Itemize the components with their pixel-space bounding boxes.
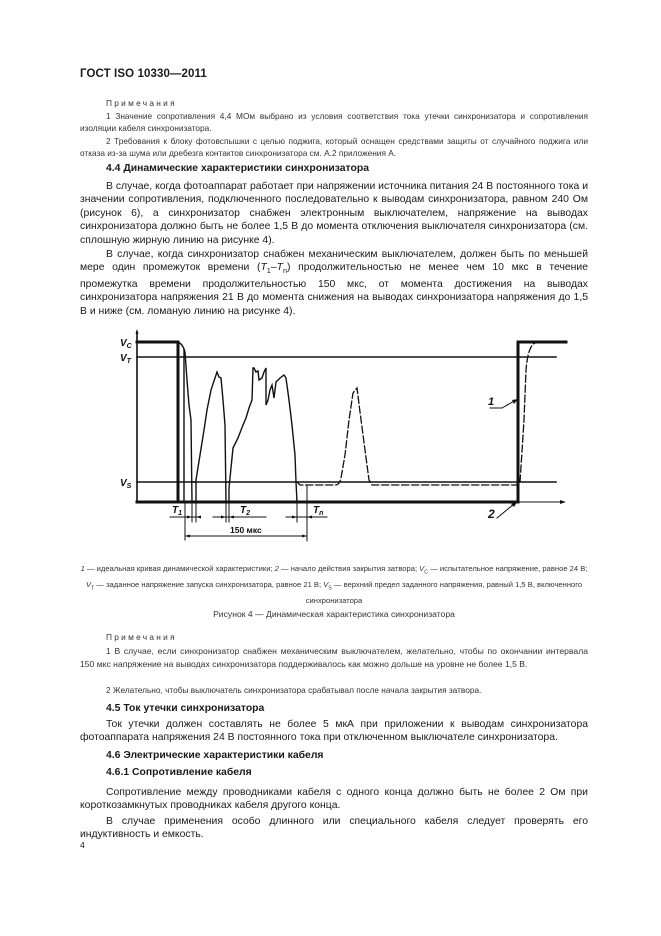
legend-text: — идеальная кривая динамической характеристики; (84, 564, 275, 573)
paragraph: В случае применения особо длинного или специального кабеля следует проверять его индуктивность и емкость. (80, 816, 588, 841)
symbol: T (276, 262, 283, 274)
subscript: n (282, 266, 288, 276)
note-item: 2 Желательно, чтобы выключатель синхронизатора срабатывал после начала закрытия затвора. (106, 685, 482, 695)
notes-heading: Примечания (106, 632, 177, 642)
legend-key: V (419, 564, 425, 573)
legend-key: 2 (274, 564, 279, 573)
notes-heading: Примечания (106, 98, 177, 108)
callout-1: 1 (488, 396, 495, 408)
label-vt: $V_T$ (120, 353, 131, 365)
legend-key: V (323, 580, 329, 590)
note-item: 2 Требования к блоку фотовспышки с целью поджига, который оснащен средствами защиты от случайного поджига или отказа из-за шума или дребезга контактов синхронизатора см. А.2 приложения А. (80, 136, 588, 159)
legend-sub: T (91, 585, 95, 592)
label-vs: $V_S$ (120, 478, 132, 490)
legend-key: V (85, 580, 92, 590)
document-header: ГОСТ ISO 10330—2011 (80, 68, 207, 80)
legend-text: — начало действия закрытия затвора; (278, 564, 420, 573)
label-t2: $T_2$ (240, 505, 251, 517)
paragraph: Ток утечки должен составлять не более 5 мкА при приложении к выводам синхронизатора фотоаппарата напряжения 24 В постоянного тока при отключенном выключателе синхронизатора. (80, 719, 588, 744)
figure-legend (80, 563, 588, 608)
text-run: – (270, 262, 277, 274)
label-vc: $V_C$ (120, 338, 132, 350)
subsection-title: 4.6.1 Сопротивление кабеля (106, 767, 252, 778)
text-run: ) продолжительностью не менее чем 10 мкс в течение промежутка времени продолжительностью 150 мкс, от момента достижения на выводах синхронизатора напряжения 21 В до момента снижения на выводах синхронизатора напряжения до 1,5 В и ниже (см. ломаную линию на рисунке 4). (80, 262, 588, 317)
section-title: 4.5 Ток утечки синхронизатора (106, 703, 265, 714)
legend-sub: S (328, 585, 332, 592)
callout-2: 2 (488, 507, 495, 521)
note-item: 1 Значение сопротивления 4,4 МОм выбрано из условия соответствия тока утечки синхронизатора и сопротивления изоляции кабеля синхронизатора. (80, 111, 588, 134)
label-duration: 150 мкс (230, 525, 262, 535)
legend-key: 1 (80, 564, 85, 573)
paragraph: Сопротивление между проводниками кабеля с одного конца должно быть не более 2 Ом при короткозамкнутых проводниках кабеля другого конца. (80, 787, 588, 812)
legend-sub: C (424, 569, 429, 576)
section-title: 4.4 Динамические характеристики синхронизатора (106, 163, 369, 174)
symbol: T (260, 262, 267, 274)
figure-title: Рисунок 4 — Динамическая характеристика синхронизатора (213, 609, 455, 619)
paragraph: В случае, когда фотоаппарат работает при напряжении источника питания 24 В постоянного тока и значении сопротивления, подключенного последовательно к выводам синхронизатора, равном 240 Ом (рисунок 6), а синхронизатор снабжен электронным выключателем, напряжение на выводах синхронизатора должно быть не более 1,5 В до момента отключения выключателя синхронизатора (см. сплошную жирную линию на рисунке 4). (80, 181, 588, 246)
legend-text: — испытательное напряжение, равное 24 В; (428, 564, 588, 573)
text-run: В случае, когда синхронизатор снабжен механическим выключателем, должен быть по меньшей мере один промежуток времени ( (80, 249, 588, 274)
page-number: 4 (80, 840, 85, 850)
section-title: 4.6 Электрические характеристики кабеля (106, 750, 324, 761)
subscript: 1 (266, 266, 271, 276)
label-t1: $T_1$ (172, 505, 183, 517)
label-tn: $T_n$ (313, 505, 324, 517)
legend-text: — заданное напряжение запуска синхронизатора, равное 21 В; (94, 580, 324, 590)
legend-text: — верхний предел заданного напряжения, равный 1,5 В, включенного синхронизатора (305, 580, 583, 606)
note-item: 1 В случае, если синхронизатор снабжен механическим выключателем, желательно, чтобы по окончании интервала 150 мкс напряжение на выводах синхронизатора поддерживалось как можно дольше на уровне не более 1,5 В. (80, 646, 588, 669)
